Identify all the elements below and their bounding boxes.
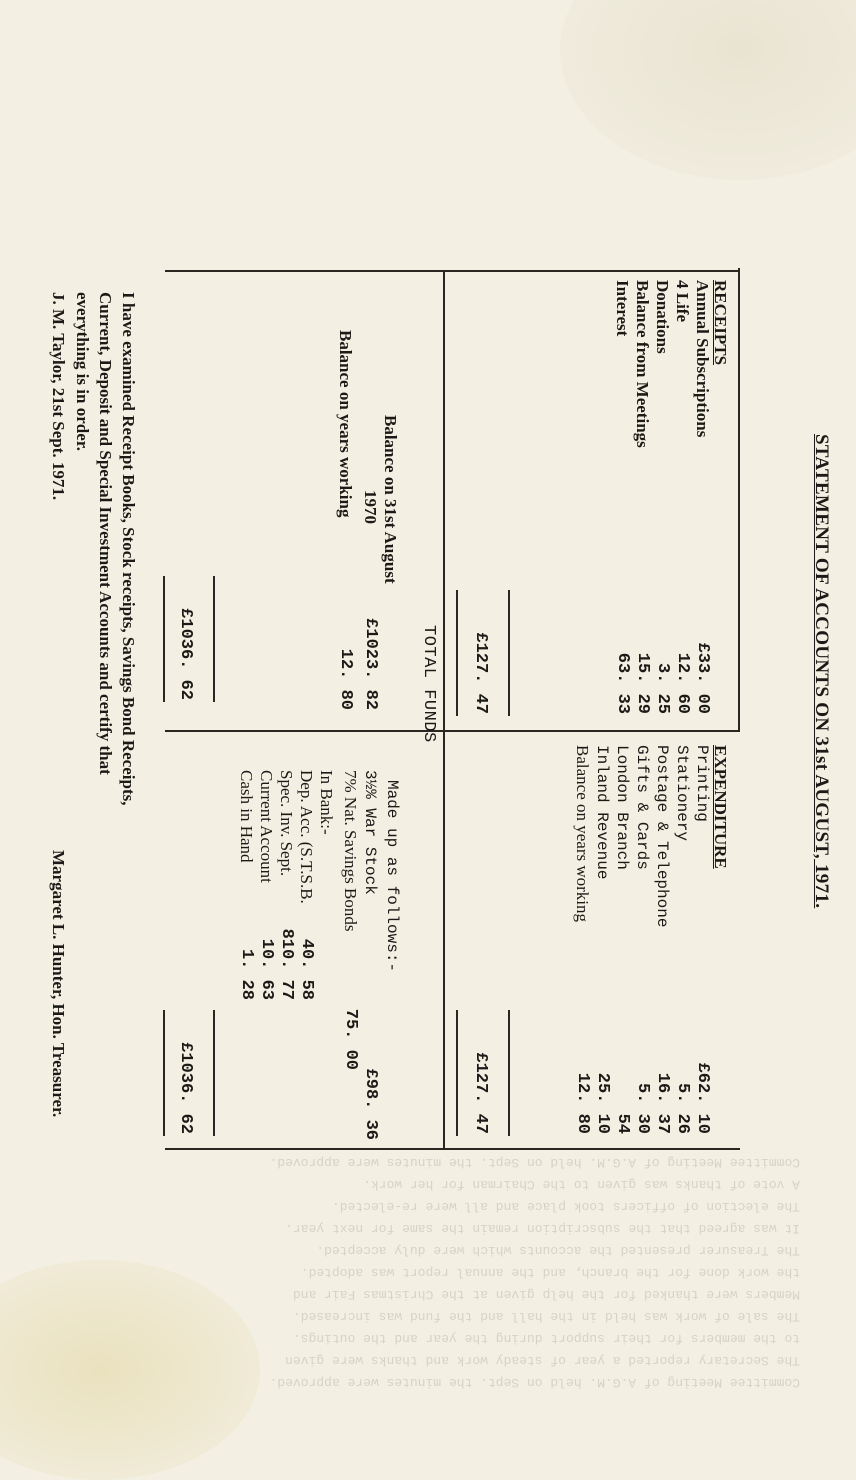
funds-amount: 12. 80 [336, 648, 355, 710]
funds-left-total: £1036. 62 [176, 608, 195, 700]
expenditure-label: Inland Revenue [593, 745, 611, 880]
receipt-amount: 15. 29 [633, 652, 652, 714]
expenditure-label: Gifts & Cards [633, 745, 651, 870]
total-rule [163, 1010, 165, 1136]
bleed-through-text: Committee Meeting of A.G.M. held on Sept. the minutes were approved. The Secretary reported a year of steady work and thanks were given to the members for their support during the year and the outings. The sale of work was held in the hall and the fund was increased. Members were thanked for the help given at the Christmas Fair and the work done for the branch, and the annual report was adopted. The Treasurer presented the accounts which were duly accepted. It was agreed that the subscription remain the same for next year. The election of officers took place and all were re-elected. A vote of thanks was given to the Chairman for her work. Committee Meeting of A.G.M. held on Sept. the minutes were approved. [269, 1155, 800, 1390]
expenditure-label: London Branch [613, 745, 631, 870]
funds-label: 3½% War Stock [361, 770, 379, 895]
total-rule [456, 1010, 458, 1136]
funds-label: 1970 [361, 490, 380, 524]
receipts-total: £127. 47 [471, 632, 490, 714]
page-title: STATEMENT OF ACCOUNTS ON 31st AUGUST, 1971. [811, 434, 832, 909]
receipt-label: Annual Subscriptions [693, 280, 712, 438]
receipts-heading: RECEIPTS [711, 280, 730, 366]
funds-label: Made up as follows:- [383, 780, 401, 973]
receipt-label: Interest [613, 280, 632, 337]
divider [165, 730, 740, 732]
receipt-amount: 12. 60 [673, 652, 692, 714]
expenditure-label: Printing [693, 745, 711, 822]
funds-amount: 810. 77 [277, 928, 296, 1000]
receipt-amount: 63. 33 [613, 652, 632, 714]
funds-label: 7% Nat. Savings Bonds [341, 770, 360, 932]
funds-label: Spec. Inv. Sept. [277, 770, 296, 877]
expenditure-amount: 16. 37 [653, 1072, 672, 1134]
certification-line: I have examined Receipt Books, Stock receipts, Savings Bond Receipts, [119, 292, 138, 806]
expenditure-label: Stationery [673, 745, 691, 842]
total-rule [163, 576, 165, 702]
expenditure-amount: £62. 10 [693, 1062, 712, 1134]
receipt-label: Donations [653, 280, 672, 354]
expenditure-amount: 54 [613, 1113, 632, 1134]
funds-label: Dep. Acc. (S.T.S.B. [297, 770, 316, 904]
expenditure-amount: 5. 26 [673, 1082, 692, 1134]
certification-line: Current, Deposit and Special Investment Accounts and certify that [96, 292, 115, 775]
expenditure-amount: 25. 10 [593, 1072, 612, 1134]
treasurer-signature: Margaret L. Hunter, Hon. Treasurer. [49, 850, 68, 1118]
total-rule [508, 1010, 510, 1136]
funds-label: Balance on 31st August [381, 415, 400, 584]
funds-label: Current Account [257, 770, 276, 883]
funds-label: In Bank:- [317, 770, 336, 835]
total-rule [213, 576, 215, 702]
expenditure-heading: EXPENDITURE [711, 745, 730, 869]
funds-label: Balance on years working [336, 330, 355, 518]
statement-document [10, 10, 840, 1410]
receipt-amount: £33. 00 [693, 642, 712, 714]
funds-amount: £1023. 82 [361, 618, 380, 710]
total-rule [213, 1010, 215, 1136]
total-rule [508, 590, 510, 716]
expenditure-amount: 12. 80 [573, 1072, 592, 1134]
expenditure-total: £127. 47 [471, 1052, 490, 1134]
receipt-amount: 3. 25 [653, 662, 672, 714]
total-funds-heading: TOTAL FUNDS [419, 625, 438, 743]
auditor-signature: J. M. Taylor, 21st Sept. 1971. [49, 292, 68, 501]
expenditure-label: Postage & Telephone [653, 745, 671, 928]
expenditure-label: Balance on years working [573, 745, 592, 923]
funds-amount: £98. 36 [361, 1068, 380, 1140]
funds-amount: 1. 28 [237, 948, 256, 1000]
funds-label: Cash in Hand [237, 770, 256, 863]
receipt-label: Balance from Meetings [633, 280, 652, 448]
divider [738, 268, 740, 730]
funds-right-total: £1036. 62 [176, 1042, 195, 1134]
funds-amount: 75. 00 [341, 1008, 360, 1070]
receipt-label: 4 Life [673, 280, 692, 323]
funds-amount: 40. 58 [297, 938, 316, 1000]
funds-amount: 10. 63 [257, 938, 276, 1000]
certification-line: everything is in order. [73, 292, 92, 451]
expenditure-amount: 5. 30 [633, 1082, 652, 1134]
divider [443, 270, 445, 1148]
total-rule [456, 590, 458, 716]
